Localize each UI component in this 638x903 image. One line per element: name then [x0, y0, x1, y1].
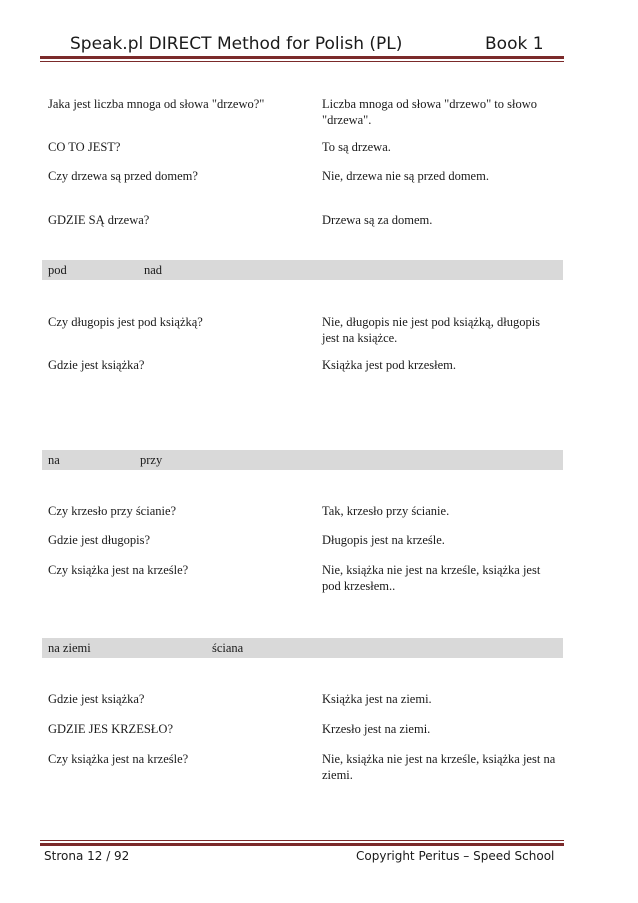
page-number: Strona 12 / 92 — [44, 849, 130, 863]
question: Czy książka jest na krześle? — [48, 563, 189, 577]
question: Czy drzewa są przed domem? — [48, 169, 198, 183]
question: GDZIE JES KRZESŁO? — [48, 722, 173, 736]
vocab-word: na — [48, 453, 60, 467]
footer-rule-thin — [40, 840, 564, 841]
answer: Długopis jest na krześle. — [322, 533, 445, 547]
question: CO TO JEST? — [48, 140, 121, 154]
copyright: Copyright Peritus – Speed School — [356, 849, 555, 863]
header-rule — [40, 56, 564, 59]
vocab-band — [42, 638, 563, 658]
answer: Krzesło jest na ziemi. — [322, 722, 431, 736]
footer-rule — [40, 843, 564, 846]
question: Czy długopis jest pod książką? — [48, 315, 203, 329]
question: GDZIE SĄ drzewa? — [48, 213, 150, 227]
question: Czy książka jest na krześle? — [48, 752, 189, 766]
vocab-word: ściana — [212, 641, 244, 655]
vocab-word: przy — [140, 453, 163, 467]
answer: Tak, krzesło przy ścianie. — [322, 504, 450, 518]
answer: Liczba mnoga od słowa "drzewo" to słowo "drzewa". — [322, 97, 538, 127]
question: Gdzie jest długopis? — [48, 533, 151, 547]
answer: Nie, długopis nie jest pod książką, długopis jest na książce. — [322, 315, 541, 345]
vocab-band — [42, 450, 563, 470]
answer: Nie, książka nie jest na krześle, książka jest na ziemi. — [322, 752, 556, 782]
header-rule-thin — [40, 61, 564, 62]
question: Gdzie jest książka? — [48, 358, 145, 372]
answer: Drzewa są za domem. — [322, 213, 433, 227]
answer: Książka jest na ziemi. — [322, 692, 432, 706]
question: Gdzie jest książka? — [48, 692, 145, 706]
answer: Nie, książka nie jest na krześle, książka jest pod krzesłem.. — [322, 563, 541, 593]
answer: Nie, drzewa nie są przed domem. — [322, 169, 489, 183]
header-title: Speak.pl DIRECT Method for Polish (PL) — [70, 34, 403, 54]
question: Jaka jest liczba mnoga od słowa "drzewo?" — [48, 97, 265, 111]
vocab-band — [42, 260, 563, 280]
vocab-word: nad — [144, 263, 163, 277]
answer: To są drzewa. — [322, 140, 391, 154]
vocab-word: na ziemi — [48, 641, 91, 655]
vocab-word: pod — [48, 263, 67, 277]
question: Czy krzesło przy ścianie? — [48, 504, 177, 518]
header-book: Book 1 — [485, 34, 544, 54]
answer: Książka jest pod krzesłem. — [322, 358, 456, 372]
